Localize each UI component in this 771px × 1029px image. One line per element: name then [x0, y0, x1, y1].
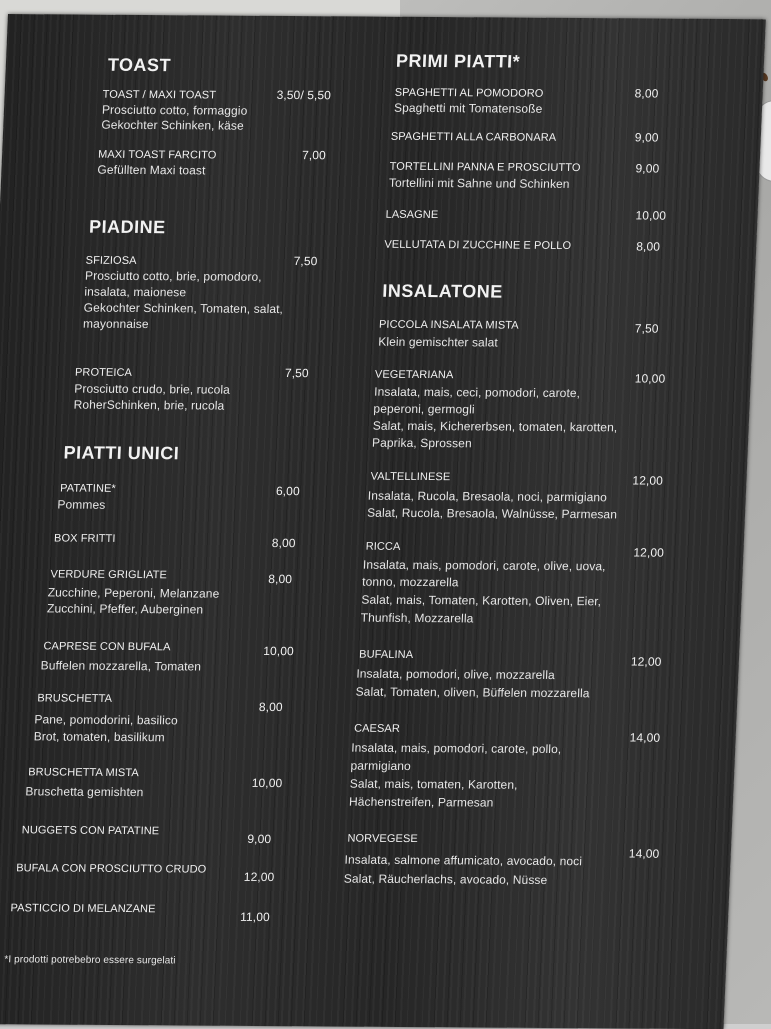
item-name: NORVEGESE	[347, 832, 419, 846]
item-name: CAPRESE CON BUFALA	[43, 640, 171, 654]
item-description: Prosciutto cotto, formaggio	[101, 102, 248, 118]
item-price: 7,50	[284, 366, 310, 381]
item-description: Salat, Rucola, Bresaola, Walnüsse, Parmesan	[366, 505, 618, 522]
item-price: 7,50	[634, 321, 659, 336]
item-price: 7,50	[293, 254, 318, 269]
item-description: Prosciutto crudo, brie, rucola	[74, 381, 231, 397]
item-price: 8,00	[258, 699, 284, 715]
item-description: Salat, Räucherlachs, avocado, Nüsse	[343, 871, 548, 887]
item-name: TOAST / MAXI TOAST	[102, 88, 217, 102]
item-name: NUGGETS CON PATATINE	[21, 824, 160, 838]
item-price: 9,00	[635, 161, 660, 176]
item-description: Zucchine, Peperoni, Melanzane	[47, 585, 220, 601]
item-name: MAXI TOAST FARCITO	[97, 148, 217, 162]
item-name: VERDURE GRIGLIATE	[50, 568, 168, 582]
item-name: SPAGHETTI ALLA CARBONARA	[390, 130, 557, 144]
section-title-insalatone: INSALATONE	[381, 280, 504, 302]
item-name: PICCOLA INSALATA MISTA	[378, 318, 519, 332]
item-price: 7,00	[301, 148, 327, 163]
item-description: Insalata, mais, ceci, pomodori, carote,	[373, 384, 581, 401]
item-price: 14,00	[629, 730, 661, 745]
item-price: 12,00	[630, 654, 662, 669]
item-description: Tortellini mit Sahne und Schinken	[388, 175, 570, 191]
item-description: tonno, mozzarella	[361, 574, 459, 590]
item-price: 12,00	[632, 473, 664, 488]
item-name: PROTEICA	[74, 366, 133, 379]
item-price: 12,00	[243, 869, 275, 885]
item-name: BUFALA CON PROSCIUTTO CRUDO	[15, 862, 207, 876]
menu-board	[0, 14, 766, 1029]
item-price: 8,00	[268, 571, 293, 587]
section-title-piatti-unici: PIATTI UNICI	[63, 442, 180, 464]
item-description: insalata, maionese	[84, 284, 187, 300]
item-price: 9,00	[247, 831, 272, 847]
item-price: 12,00	[633, 545, 665, 560]
item-description: Hächenstreifen, Parmesan	[348, 794, 494, 810]
item-description: Paprika, Sprossen	[371, 435, 473, 451]
item-price: 8,00	[271, 535, 296, 551]
item-description: Pommes	[57, 497, 106, 512]
item-name: VEGETARIANA	[374, 368, 454, 382]
item-description: Gefüllten Maxi toast	[97, 162, 206, 178]
item-description: peperoni, germogli	[373, 401, 475, 417]
item-description: Salat, mais, tomaten, Karotten,	[349, 776, 518, 792]
item-price: 11,00	[239, 909, 271, 925]
item-name: SFIZIOSA	[85, 254, 137, 267]
item-description: Salat, mais, Kichererbsen, tomaten, karotten,	[372, 418, 618, 435]
item-description: Gekochter Schinken, käse	[101, 117, 245, 133]
item-price: 10,00	[634, 371, 666, 386]
item-price: 10,00	[263, 643, 295, 659]
item-description: Insalata, Rucola, Bresaola, noci, parmigiano	[367, 488, 608, 505]
item-description: RoherSchinken, brie, rucola	[73, 397, 225, 413]
section-title-toast: TOAST	[107, 54, 172, 76]
item-name: VELLUTATA DI ZUCCHINE E POLLO	[384, 238, 572, 252]
item-description: Bruschetta gemishten	[25, 784, 144, 800]
item-name: PATATINE*	[59, 482, 117, 495]
item-price: 8,00	[634, 86, 659, 101]
item-price: 10,00	[251, 775, 283, 791]
item-description: Insalata, mais, pomodori, carote, pollo,	[350, 740, 562, 757]
item-description: Brot, tomaten, basilikum	[33, 729, 166, 745]
item-name: CAESAR	[353, 722, 401, 735]
item-description: Zucchini, Pfeffer, Auberginen	[46, 601, 204, 617]
item-price: 14,00	[628, 846, 660, 861]
item-name: LASAGNE	[385, 208, 439, 222]
item-price: 10,00	[635, 208, 667, 223]
item-name: BRUSCHETTA	[37, 692, 113, 705]
item-description: Insalata, mais, pomodori, carote, olive, uova,	[362, 557, 606, 574]
item-name: SPAGHETTI AL POMODORO	[394, 86, 544, 100]
item-description: Spaghetti mit Tomatensoße	[393, 100, 543, 116]
item-name: PASTICCIO DI MELANZANE	[10, 902, 156, 916]
item-name: VALTELLINESE	[370, 470, 451, 484]
item-description: Buffelen mozzarella, Tomaten	[40, 658, 202, 674]
item-description: parmigiano	[350, 758, 412, 774]
item-description: Gekochter Schinken, Tomaten, salat,	[83, 300, 284, 316]
item-description: mayonnaise	[82, 316, 150, 332]
item-name: TORTELLINI PANNA E PROSCIUTTO	[389, 160, 581, 175]
item-price: 6,00	[275, 483, 301, 499]
item-price: 9,00	[634, 130, 659, 145]
item-price: 3,50/ 5,50	[276, 87, 332, 103]
item-name: BUFALINA	[358, 648, 414, 662]
item-name: BRUSCHETTA MISTA	[27, 766, 140, 780]
item-description: Klein gemischter salat	[377, 334, 499, 350]
item-description: Prosciutto cotto, brie, pomodoro,	[84, 268, 263, 284]
footnote: *I prodotti potrebebro essere surgelati	[4, 954, 176, 967]
item-description: Thunfish, Mozzarella	[360, 610, 474, 626]
item-name: BOX FRITTI	[53, 532, 116, 545]
item-description: Pane, pomodorini, basilico	[34, 712, 179, 728]
item-description: Insalata, pomodori, olive, mozzarella	[356, 666, 556, 682]
item-description: Insalata, salmone affumicato, avocado, noci	[344, 852, 583, 869]
section-title-primi-piatti: PRIMI PIATTI*	[395, 50, 521, 72]
item-description: Salat, mais, Tomaten, Karotten, Oliven, Eier,	[361, 592, 602, 609]
item-description: Salat, Tomaten, oliven, Büffelen mozzarella	[355, 684, 590, 701]
item-name: RICCA	[365, 540, 401, 553]
section-title-piadine: PIADINE	[88, 216, 167, 238]
item-price: 8,00	[635, 239, 661, 254]
